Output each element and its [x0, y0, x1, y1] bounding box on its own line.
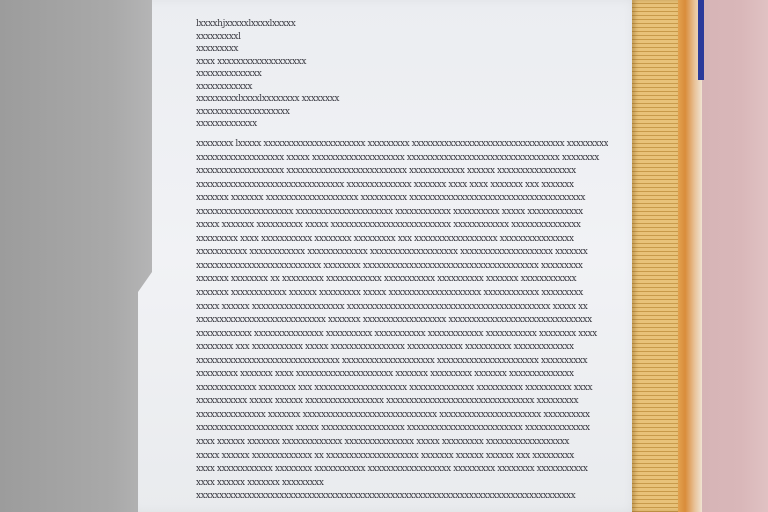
body-line: xxxxxxxxxxxxx xxxxxxxx xxx xxxxxxxxxxxxxxxxxxxx xxxxxxxxxxxxxx xxxxxxxxxx xxxxxxxxxx xxxx	[196, 382, 593, 393]
background-left	[0, 0, 160, 512]
body-line: xxxxxxxxxxx xxxxx xxxxxx xxxxxxxxxxxxxxxxx xxxxxxxxxxxxxxxxxxxxxxxxxxxxxxxx xxxxxxxxx	[196, 396, 579, 407]
document-body	[196, 138, 608, 504]
header-line: xxxxxxxxxl	[196, 31, 241, 42]
header-line: xxxx xxxxxxxxxxxxxxxxxxx	[196, 56, 307, 67]
body-line: xxxxxxxxxxxxxxxxxxxxxxxxxxxxxxxxxxxxxxxxxxxxxxxxxxxxxxxxxxxxxxxxxxxxxxxxxxxxxxxxxx	[196, 491, 576, 502]
body-line: xxxxxxxxxxxxxxxxxxxxxxxxxxx xxxxxxxx xxxxxxxxxxxxxxxxxxxxxxxxxxxxxxxxxxxxxx xxxxxxxxx	[196, 260, 583, 271]
body-line: xxxx xxxxxx xxxxxxx xxxxxxxxxxxxx xxxxxxxxxxxxxxx xxxxx xxxxxxxxx xxxxxxxxxxxxxxxxxx	[196, 437, 570, 448]
header-line: xxxxxxxxxlxxxxlxxxxxxxx xxxxxxxx	[196, 94, 340, 104]
body-line: xxxxxxxxxxxxxxxxxxx xxxxxxxxxxxxxxxxxxxxxxxxxx xxxxxxxxxxxx xxxxxx xxxxxxxxxxxxxxxxx	[196, 166, 576, 177]
body-line: xxxxxxxxxxxxxxxxxxxxx xxxxx xxxxxxxxxxxxxxxxxx xxxxxxxxxxxxxxxxxxxxxxxxx xxxxxxxxxxxxxx	[196, 423, 590, 434]
body-line: xxxxxxxx lxxxxx xxxxxxxxxxxxxxxxxxxxxx xxxxxxxxx xxxxxxxxxxxxxxxxxxxxxxxxxxxxxxxxx xxxxxxxxx	[196, 139, 608, 149]
body-line: xxxxxxxxx xxxxxxx xxxx xxxxxxxxxxxxxxxxxxxxx xxxxxxx xxxxxxxxx xxxxxxx xxxxxxxxxxxxxx	[196, 369, 574, 380]
body-line: xxxxxxx xxxxxxxxxxxx xxxxxx xxxxxxxxx xxxxx xxxxxxxxxxxxxxxxxxxx xxxxxxxxxxxx xxxxxxxxx	[196, 288, 583, 299]
body-line: xxxxx xxxxxx xxxxxxxxxxxxx xx xxxxxxxxxxxxxxxxxxxx xxxxxxx xxxxxx xxxxxx xxx xxxxxxxxx	[196, 450, 574, 461]
header-line: lxxxxhjxxxxxlxxxxlxxxxx	[196, 19, 296, 29]
body-line: xxxxxxxxxxxxxxxxxxxxx xxxxxxxxxxxxxxxxxxxxx xxxxxxxxxxxx xxxxxxxxxx xxxxx xxxxxxxxxxxx	[196, 206, 583, 217]
body-line: xxxx xxxxxx xxxxxxx xxxxxxxxx	[196, 477, 324, 488]
book-page-edges	[632, 0, 678, 512]
body-line: xxxxxxxxxxxxxxxxxxxxxxxxxxxxxxxx xxxxxxxxxxxxxx xxxxxxx xxxx xxxx xxxxxxx xxx xxxxxxx	[196, 179, 574, 190]
header-line: xxxxxxxxxxxx	[196, 81, 253, 92]
background-right	[700, 0, 768, 512]
header-line: xxxxxxxxxxxxx	[196, 119, 257, 129]
book-cover-stripe	[698, 0, 704, 80]
body-line: xxxx xxxxxxxxxxxx xxxxxxxx xxxxxxxxxxx xxxxxxxxxxxxxxxxxx xxxxxxxxx xxxxxxxx xxxxxxxxxxx	[196, 464, 588, 475]
body-line: xxxxxxxxxxxxxxxxxxxxxxxxxxxxxxx xxxxxxxxxxxxxxxxxxxx xxxxxxxxxxxxxxxxxxxxxx xxxxxxxxxx	[196, 355, 588, 366]
body-line: xxxxxxxx xxx xxxxxxxxxxx xxxxx xxxxxxxxxxxxxxxx xxxxxxxxxxxx xxxxxxxxxx xxxxxxxxxxxxx	[196, 342, 574, 353]
body-line: xxxxxxxxxxxxxxxxxxx xxxxx xxxxxxxxxxxxxxxxxxxx xxxxxxxxxxxxxxxxxxxxxxxxxxxxxxxxx xxxxxxxx	[196, 152, 599, 163]
body-line: xxxxxxxxxxxxxxx xxxxxxx xxxxxxxxxxxxxxxxxxxxxxxxxxxxx xxxxxxxxxxxxxxxxxxxxxx xxxxxxxxxx	[196, 409, 590, 420]
body-line: xxxxxxx xxxxxxx xxxxxxxxxxxxxxxxxxxx xxxxxxxxxx xxxxxxxxxxxxxxxxxxxxxxxxxxxxxxxxxxxxxx	[196, 193, 585, 204]
body-line: xxxxx xxxxxx xxxxxxxxxxxxxxxxxxxx xxxxxxxxxxxxxxxxxxxxxxxxxxxxxxxxxxxxxxxxxxxx xxxxx xx	[196, 301, 588, 312]
body-line: xxxxxxxxxxxx xxxxxxxxxxxxxxx xxxxxxxxxx xxxxxxxxxxx xxxxxxxxxxxx xxxxxxxxxxx xxxxxxxx xxxx	[196, 328, 597, 339]
body-line: xxxxxxxxxxxxxxxxxxxxxxxxxxxx xxxxxxx xxxxxxxxxxxxxxxxxx xxxxxxxxxxxxxxxxxxxxxxxxxxxxxxx	[196, 315, 592, 326]
document-header	[196, 18, 396, 131]
body-line: xxxxxxxxxxx xxxxxxxxxxxx xxxxxxxxxxxxx xxxxxxxxxxxxxxxxxxx xxxxxxxxxxxxxxxxxxxx xxxxxxx	[196, 247, 588, 258]
body-line: xxxxxxxxx xxxx xxxxxxxxxxx xxxxxxxx xxxxxxxxx xxx xxxxxxxxxxxxxxxxxx xxxxxxxxxxxxxxxx	[196, 233, 574, 244]
header-line: xxxxxxxxx	[196, 44, 239, 54]
body-line: xxxxx xxxxxxx xxxxxxxxxx xxxxx xxxxxxxxxxxxxxxxxxxxxxxxxx xxxxxxxxxxxx xxxxxxxxxxxxxxx	[196, 220, 581, 231]
body-line: xxxxxxx xxxxxxxx xx xxxxxxxxx xxxxxxxxxxxx xxxxxxxxxxx xxxxxxxxxx xxxxxxx xxxxxxxxxxxx	[196, 274, 577, 285]
header-line: xxxxxxxxxxxxxx	[196, 69, 262, 79]
header-line: xxxxxxxxxxxxxxxxxxxx	[196, 106, 290, 117]
